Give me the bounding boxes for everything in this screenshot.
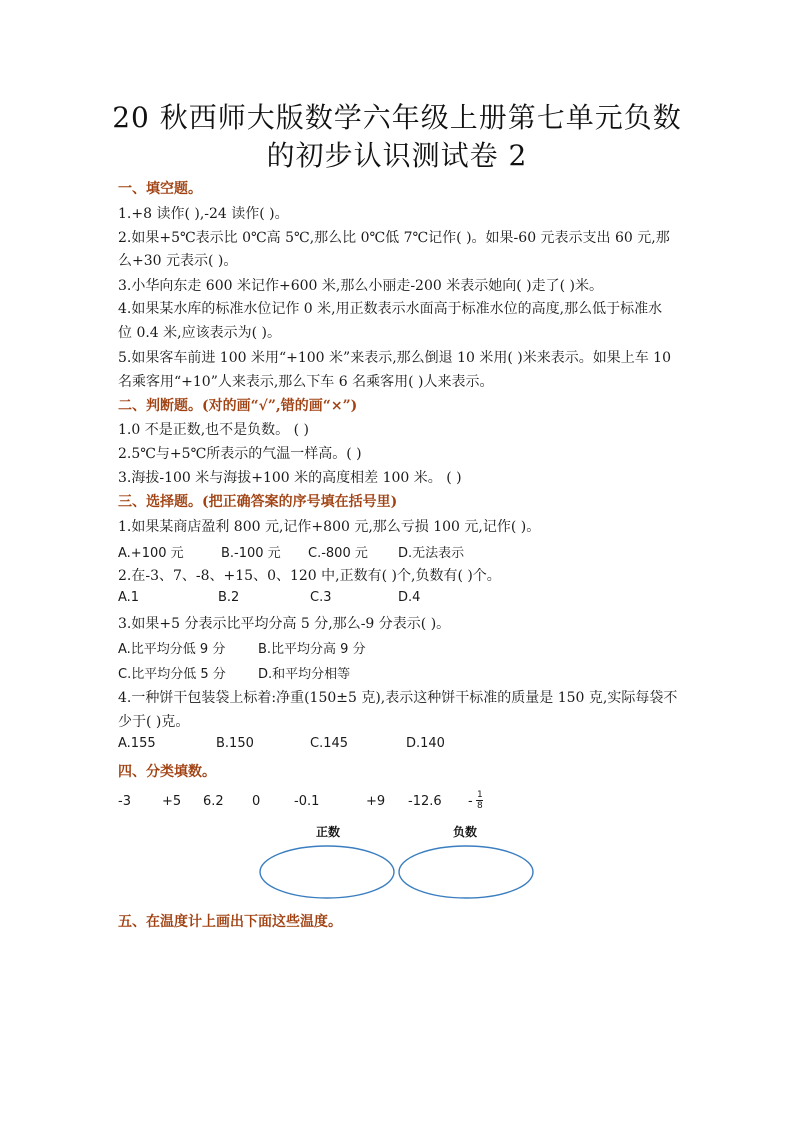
choice-2-option-a: A.1 [118,590,140,605]
choice-4-option-a: A.155 [118,736,156,751]
positive-oval [260,846,394,898]
choice-3-option-c: C.比平均分低 5 分 [118,667,226,682]
fill-question-4: 4.如果某水库的标准水位记作 0 米,用正数表示水面高于标准水位的高度,那么低于标准水 [118,301,663,317]
fraction-numerator: 1 [477,790,483,800]
classify-number: 6.2 [203,794,224,809]
classify-number: -0.1 [294,794,320,809]
section-fill-blanks: 一、填空题。 [118,181,202,197]
section-thermometer: 五、在温度计上画出下面这些温度。 [118,914,342,930]
fill-question-5-cont: 名乘客用“+10”人来表示,那么下车 6 名乘客用( )人来表示。 [118,374,494,390]
classify-number: 0 [252,794,261,809]
positive-label: 正数 [316,825,341,839]
choice-2-option-d: D.4 [398,590,421,605]
judge-question-1: 1.0 不是正数,也不是负数。 ( ) [118,422,309,438]
classify-ovals [250,835,550,905]
fill-question-4-cont: 位 0.4 米,应该表示为( )。 [118,325,281,341]
choice-question-2: 2.在-3、7、-8、+15、0、120 中,正数有( )个,负数有( )个。 [118,568,501,584]
negative-label: 负数 [453,825,478,839]
fill-question-3: 3.小华向东走 600 米记作+600 米,那么小丽走-200 米表示她向( )走了( )米。 [118,278,603,294]
fill-question-5: 5.如果客车前进 100 米用“+100 米”来表示,那么倒退 10 米用( )米来表示。如果上车 10 [118,350,671,366]
choice-question-4-cont: 少于( )克。 [118,714,190,730]
choice-4-option-d: D.140 [406,736,445,751]
fraction-sign: - [468,794,473,809]
choice-1-option-b: B.-100 元 [221,546,281,561]
choice-1-option-c: C.-800 元 [308,546,368,561]
choice-2-option-b: B.2 [218,590,240,605]
fraction-denominator: 8 [477,801,483,811]
choice-4-option-b: B.150 [216,736,254,751]
classify-number: +9 [366,794,386,809]
choice-3-option-a: A.比平均分低 9 分 [118,642,226,657]
choice-1-option-a: A.+100 元 [118,546,184,561]
negative-oval [399,846,533,898]
section-true-false: 二、判断题。(对的画“√”,错的画“×”) [118,398,358,414]
section-classify-numbers: 四、分类填数。 [118,764,216,780]
section-multiple-choice: 三、选择题。(把正确答案的序号填在括号里) [118,494,398,510]
choice-4-option-c: C.145 [310,736,349,751]
choice-2-option-c: C.3 [310,590,332,605]
fill-question-1: 1.+8 读作( ),-24 读作( )。 [118,206,289,222]
choice-1-option-d: D.无法表示 [398,546,465,561]
judge-question-3: 3.海拔-100 米与海拔+100 米的高度相差 100 米。 ( ) [118,470,462,486]
classify-number: +5 [162,794,182,809]
page-title-line2: 的初步认识测试卷 2 [266,139,528,172]
fill-question-2: 2.如果+5℃表示比 0℃高 5℃,那么比 0℃低 7℃记作( )。如果-60 元表示支出 60 元,那 [118,230,670,246]
judge-question-2: 2.5℃与+5℃所表示的气温一样高。( ) [118,446,362,462]
fill-question-2-cont: 么+30 元表示( )。 [118,253,238,269]
page-title-line1: 20 秋西师大版数学六年级上册第七单元负数 [112,101,682,134]
classify-number: -12.6 [408,794,442,809]
classify-number: -3 [118,794,131,809]
choice-question-3: 3.如果+5 分表示比平均分高 5 分,那么-9 分表示( )。 [118,616,451,632]
choice-question-1: 1.如果某商店盈利 800 元,记作+800 元,那么亏损 100 元,记作( )。 [118,519,541,535]
choice-3-option-d: D.和平均分相等 [258,667,351,682]
choice-3-option-b: B.比平均分高 9 分 [258,642,366,657]
choice-question-4: 4.一种饼干包装袋上标着:净重(150±5 克),表示这种饼干标准的质量是 150 克,实际每袋不 [118,690,678,706]
